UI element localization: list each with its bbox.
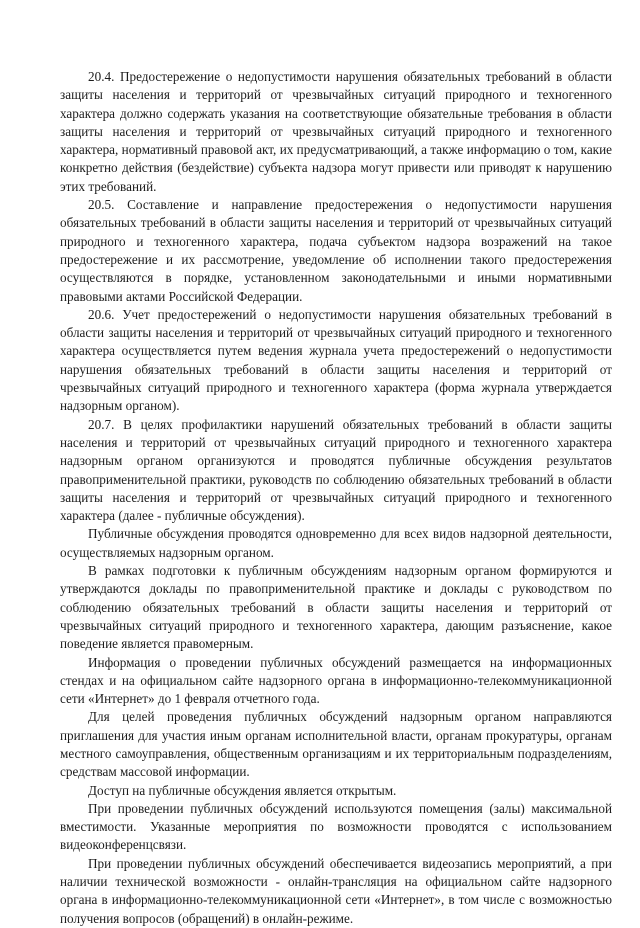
paragraph-reports-preparation: В рамках подготовки к публичным обсуждениям надзорным органом формируются и утверждаются доклады по правоприменительной практике и доклады с руководством по соблюдению обязательных требований в области защиты населения и территорий от чрезвычайных ситуаций природного и техногенного характера, дающим разъяснение, какое поведение является правомерным. [60,563,612,652]
paragraph-20-7: 20.7. В целях профилактики нарушений обязательных требований в области защиты населения и территорий от чрезвычайных ситуаций природного и техногенного характера надзорным органом организуются и проводятся публичные обсуждения результатов правоприменительной практики, руководств по соблюдению обязательных требований в области защиты населения и территорий от чрезвычайных ситуаций природного и техногенного характера (далее - публичные обсуждения). [60,416,612,524]
document-page [60,68,612,928]
paragraph-open-access: Доступ на публичные обсуждения является открытым. [88,782,397,798]
paragraph-premises: При проведении публичных обсуждений используются помещения (залы) максимальной вместимости. Указанные мероприятия по возможности проводятся с использованием видеоконференцсвязи. [60,800,612,853]
paragraph-invitations: Для целей проведения публичных обсуждений надзорным органом направляются приглашения для участия иным органам исполнительной власти, органам прокуратуры, органам местного самоуправления, общественным организациям и их территориальным подразделениям, средствам массовой информации. [60,709,612,780]
paragraph-20-6: 20.6. Учет предостережений о недопустимости нарушения обязательных требований в области защиты населения и территорий от чрезвычайных ситуаций природного и техногенного характера осуществляется путем ведения журнала учета предостережений о недопустимости нарушения обязательных требований в области защиты населения и территорий от чрезвычайных ситуаций природного и техногенного характера (форма журнала утверждается надзорным органом). [60,306,612,414]
paragraph-video-recording: При проведении публичных обсуждений обеспечивается видеозапись мероприятий, а при наличии технической возможности - онлайн-трансляция на официальном сайте надзорного органа в информационно-телекоммуникационной сети «Интернет», в том числе с возможностью получения вопросов (обращений) в онлайн-режиме. [60,855,612,926]
paragraph-public-discussions-scope: Публичные обсуждения проводятся одновременно для всех видов надзорной деятельности, осуществляемых надзорным органом. [60,526,612,560]
paragraph-20-5: 20.5. Составление и направление предостережения о недопустимости нарушения обязательных требований в области защиты населения и территорий от чрезвычайных ситуаций природного и техногенного характера, подача субъектом надзора возражений на такое предостережение и их рассмотрение, уведомление об исполнении такого предостережения осуществляются в порядке, установленном законодательными и иными нормативными правовыми актами Российской Федерации. [60,197,612,304]
paragraph-20-4: 20.4. Предостережение о недопустимости нарушения обязательных требований в области защиты населения и территорий от чрезвычайных ситуаций природного и техногенного характера должно содержать указания на соответствующие обязательные требования в области защиты населения и территорий от чрезвычайных ситуаций природного и техногенного характера, нормативный правовой акт, их предусматривающий, а также информацию о том, какие конкретно действия (бездействие) субъекта надзора могут привести или приводят к нарушению этих требований. [60,69,612,194]
paragraph-information-placement: Информация о проведении публичных обсуждений размещается на информационных стендах и на официальном сайте надзорного органа в информационно-телекоммуникационной сети «Интернет» до 1 февраля отчетного года. [60,654,612,707]
